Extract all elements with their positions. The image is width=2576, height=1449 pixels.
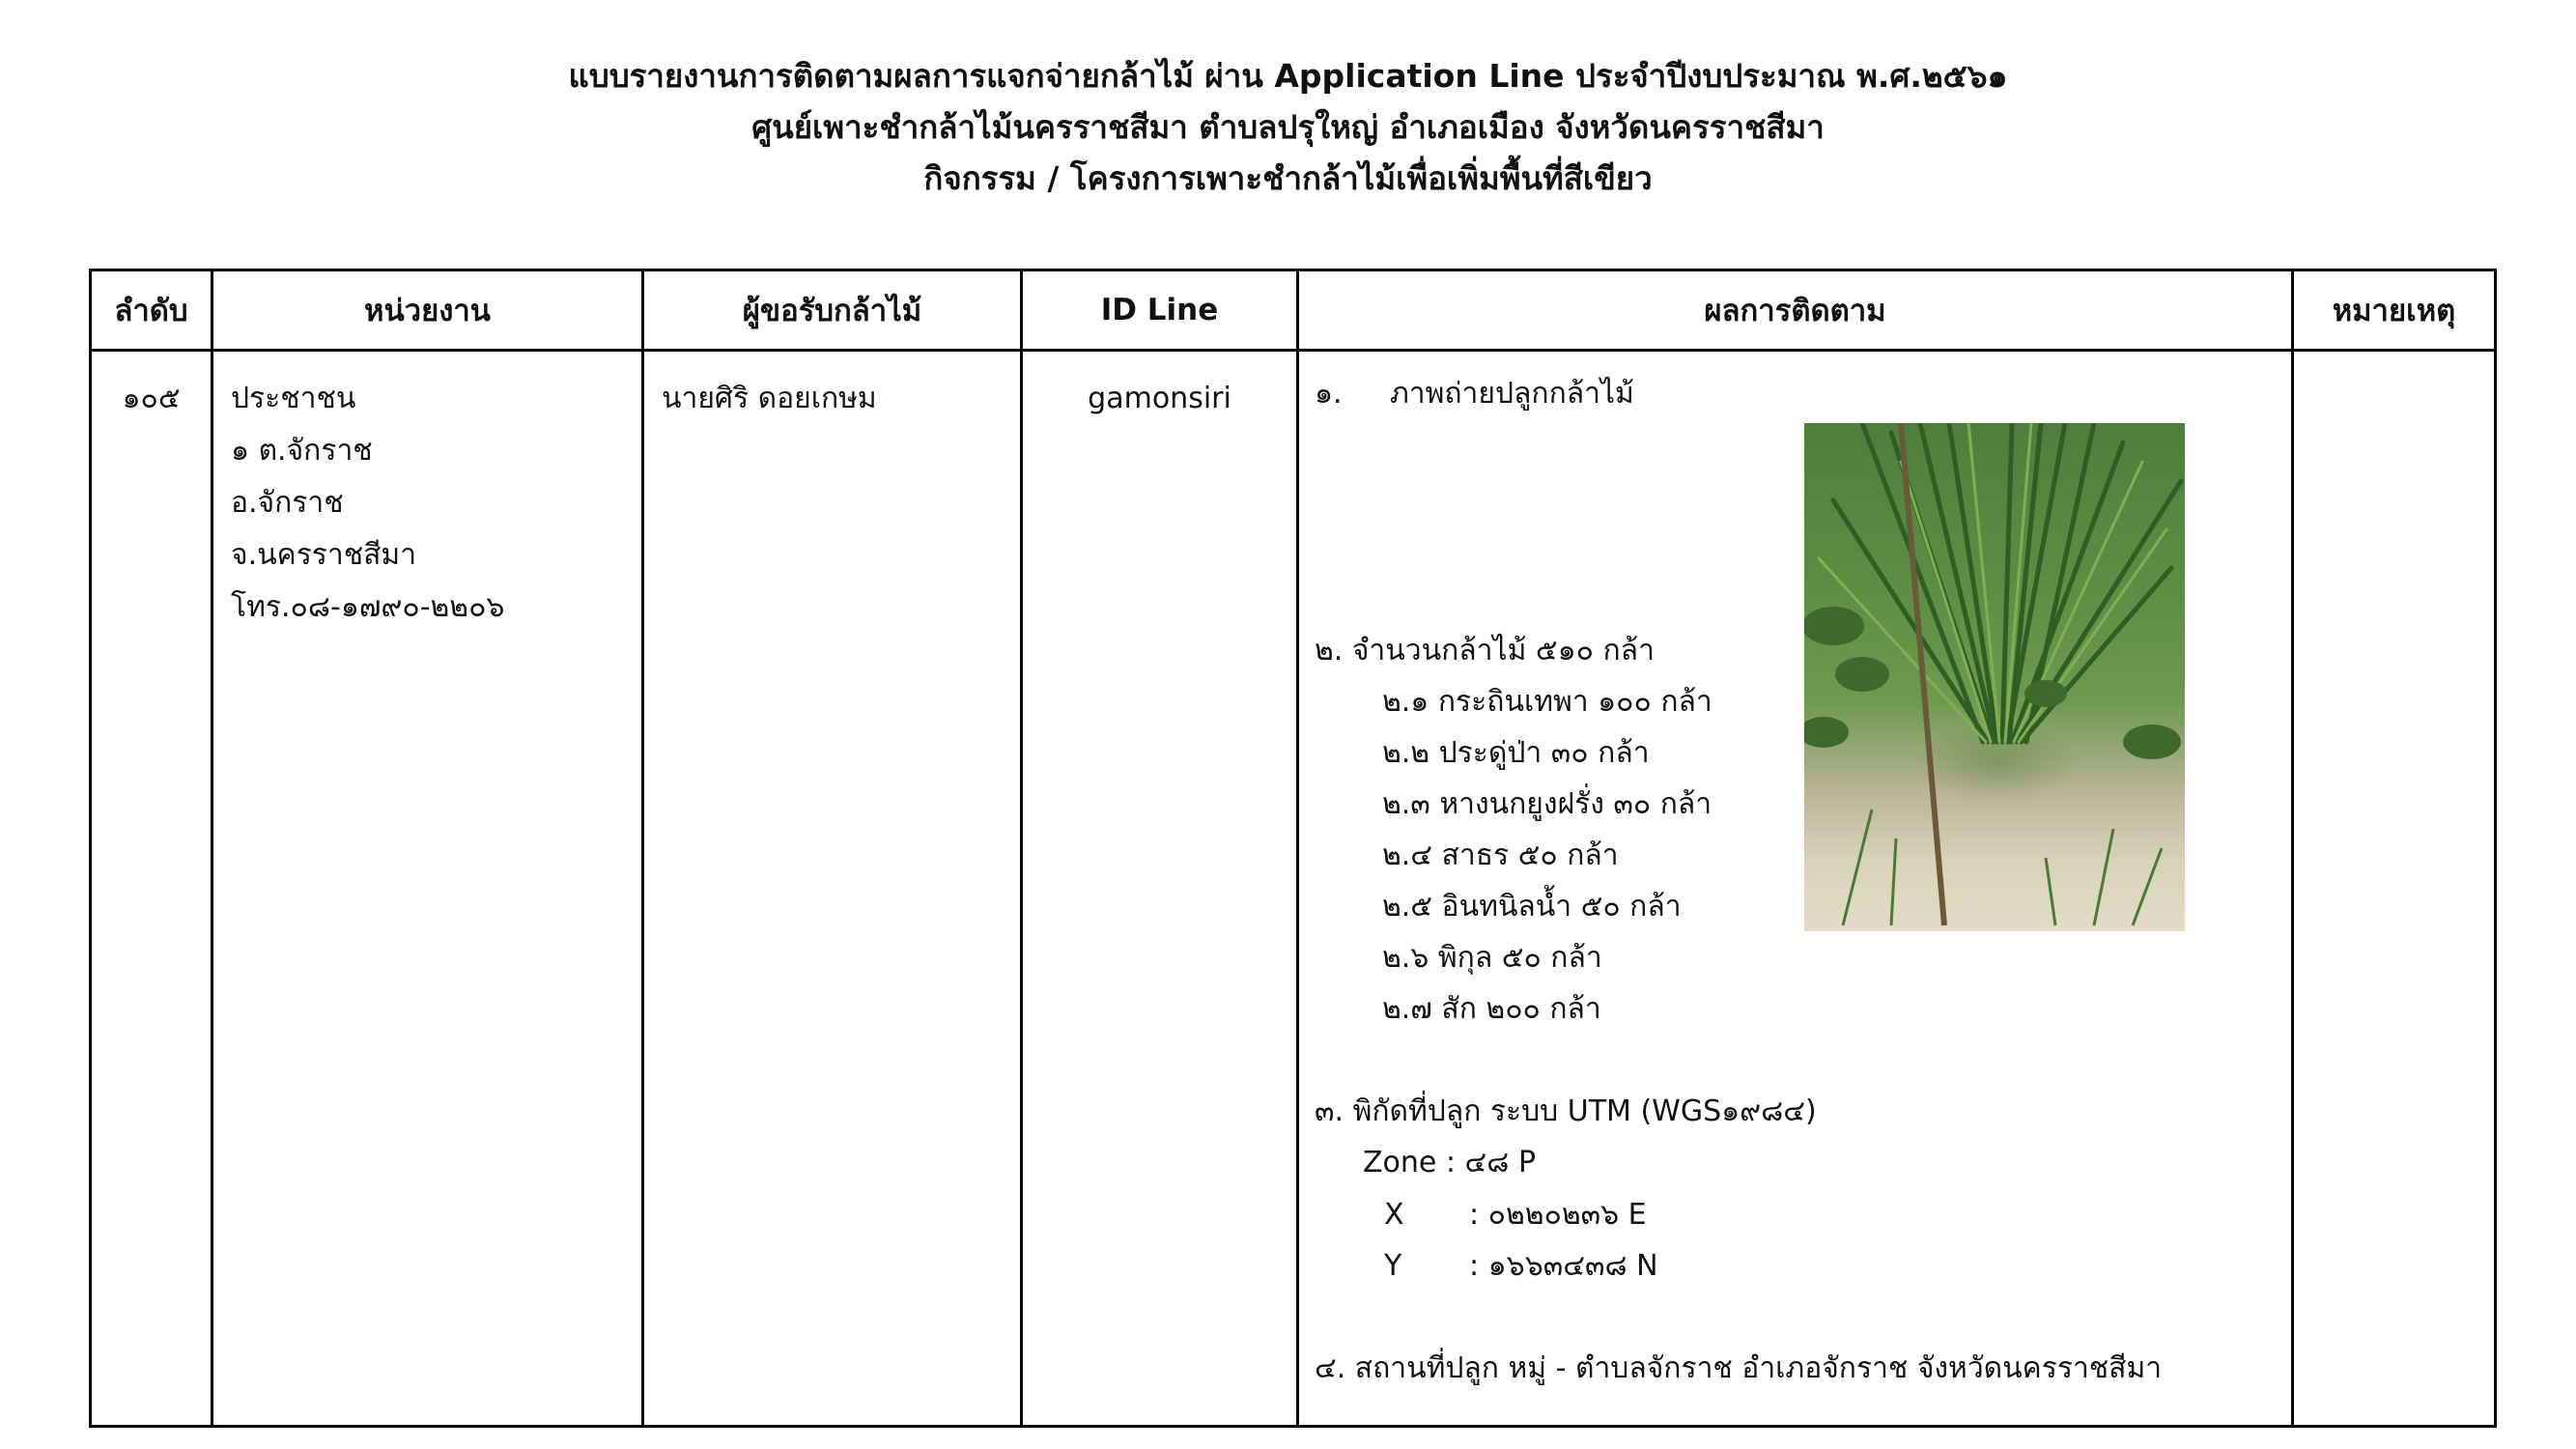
species-item: ๒.๒ ประดู่ป่า ๓๐ กล้า bbox=[1382, 736, 1650, 770]
tracking-table bbox=[89, 269, 2497, 1428]
cell-agency bbox=[212, 351, 643, 1427]
agency-phone: โทร.๐๘-๑๗๙๐-๒๒๐๖ bbox=[231, 590, 505, 624]
planting-photo bbox=[1804, 423, 2185, 931]
col-header-agency: หน่วยงาน bbox=[212, 270, 643, 351]
utm-x-value: : ๐๒๒๐๒๓๖ E bbox=[1469, 1198, 1647, 1232]
col-header-number: ลำดับ bbox=[91, 270, 212, 351]
report-project-name: กิจกรรม / โครงการเพาะชำกล้าไม้เพื่อเพิ่มพื้นที่สีเขียว bbox=[923, 159, 1653, 197]
cell-number bbox=[91, 351, 212, 1427]
result-item3-heading: ๓. พิกัดที่ปลูก ระบบ UTM (WGS๑๙๘๔) bbox=[1315, 1094, 1817, 1128]
species-item: ๒.๕ อินทนิลน้ำ ๕๐ กล้า bbox=[1382, 890, 1682, 923]
cell-id-line bbox=[1022, 351, 1298, 1427]
agency-line: ประชาชน bbox=[231, 382, 356, 415]
species-item: ๒.๔ สาธร ๕๐ กล้า bbox=[1382, 838, 1619, 872]
species-item: ๒.๑ กระถินเทพา ๑๐๐ กล้า bbox=[1382, 685, 1713, 719]
cell-result bbox=[1298, 351, 2293, 1427]
result-item1-number: ๑. bbox=[1315, 377, 1343, 411]
report-center-name: ศูนย์เพาะชำกล้าไม้นครราชสีมา ตำบลปรุใหญ่ อำเภอเมือง จังหวัดนครราชสีมา bbox=[751, 108, 1825, 146]
cell-recipient bbox=[643, 351, 1022, 1427]
col-header-remark: หมายเหตุ bbox=[2293, 270, 2496, 351]
result-item1-text: ภาพถ่ายปลูกกล้าไม้ bbox=[1390, 377, 1634, 411]
recipient-name: นายศิริ ดอยเกษม bbox=[662, 382, 877, 415]
remark-text bbox=[2294, 352, 2494, 394]
utm-y-label: Y bbox=[1384, 1249, 1402, 1283]
table-header-row bbox=[91, 270, 2496, 351]
result-item4-location: ๔. สถานที่ปลูก หมู่ - ตำบลจักราช อำเภอจักราช จังหวัดนครราชสีมา bbox=[1315, 1351, 2163, 1385]
result-item2-heading: ๒. จำนวนกล้าไม้ ๕๑๐ กล้า bbox=[1315, 634, 1655, 668]
table-row bbox=[91, 351, 2496, 1427]
species-item: ๒.๓ หางนกยูงฝรั่ง ๓๐ กล้า bbox=[1382, 787, 1713, 821]
col-header-id-line: ID Line bbox=[1022, 270, 1298, 351]
planting-photo-icon bbox=[1804, 423, 2185, 931]
col-header-recipient: ผู้ขอรับกล้าไม้ bbox=[643, 270, 1022, 351]
agency-block bbox=[213, 352, 641, 655]
cell-remark bbox=[2293, 351, 2496, 1427]
report-header bbox=[0, 50, 2576, 204]
utm-zone: Zone : ๔๘ P bbox=[1363, 1146, 1537, 1179]
utm-x-label: X bbox=[1384, 1198, 1404, 1232]
agency-line: ๑ ต.จักราช bbox=[231, 434, 373, 468]
utm-y-value: : ๑๖๖๓๔๓๘ N bbox=[1469, 1249, 1658, 1283]
id-line-value: gamonsiri bbox=[1088, 382, 1231, 415]
species-item: ๒.๗ สัก ๒๐๐ กล้า bbox=[1382, 992, 1601, 1026]
agency-line: อ.จักราช bbox=[231, 486, 344, 520]
species-item: ๒.๖ พิกุล ๕๐ กล้า bbox=[1382, 941, 1602, 975]
row-number: ๑๐๕ bbox=[122, 382, 181, 415]
agency-line: จ.นครราชสีมา bbox=[231, 538, 417, 572]
col-header-result: ผลการติดตาม bbox=[1298, 270, 2293, 351]
report-title: แบบรายงานการติดตามผลการแจกจ่ายกล้าไม้ ผ่าน Application Line ประจำปีงบประมาณ พ.ศ.๒๕๖๑ bbox=[568, 57, 2008, 95]
